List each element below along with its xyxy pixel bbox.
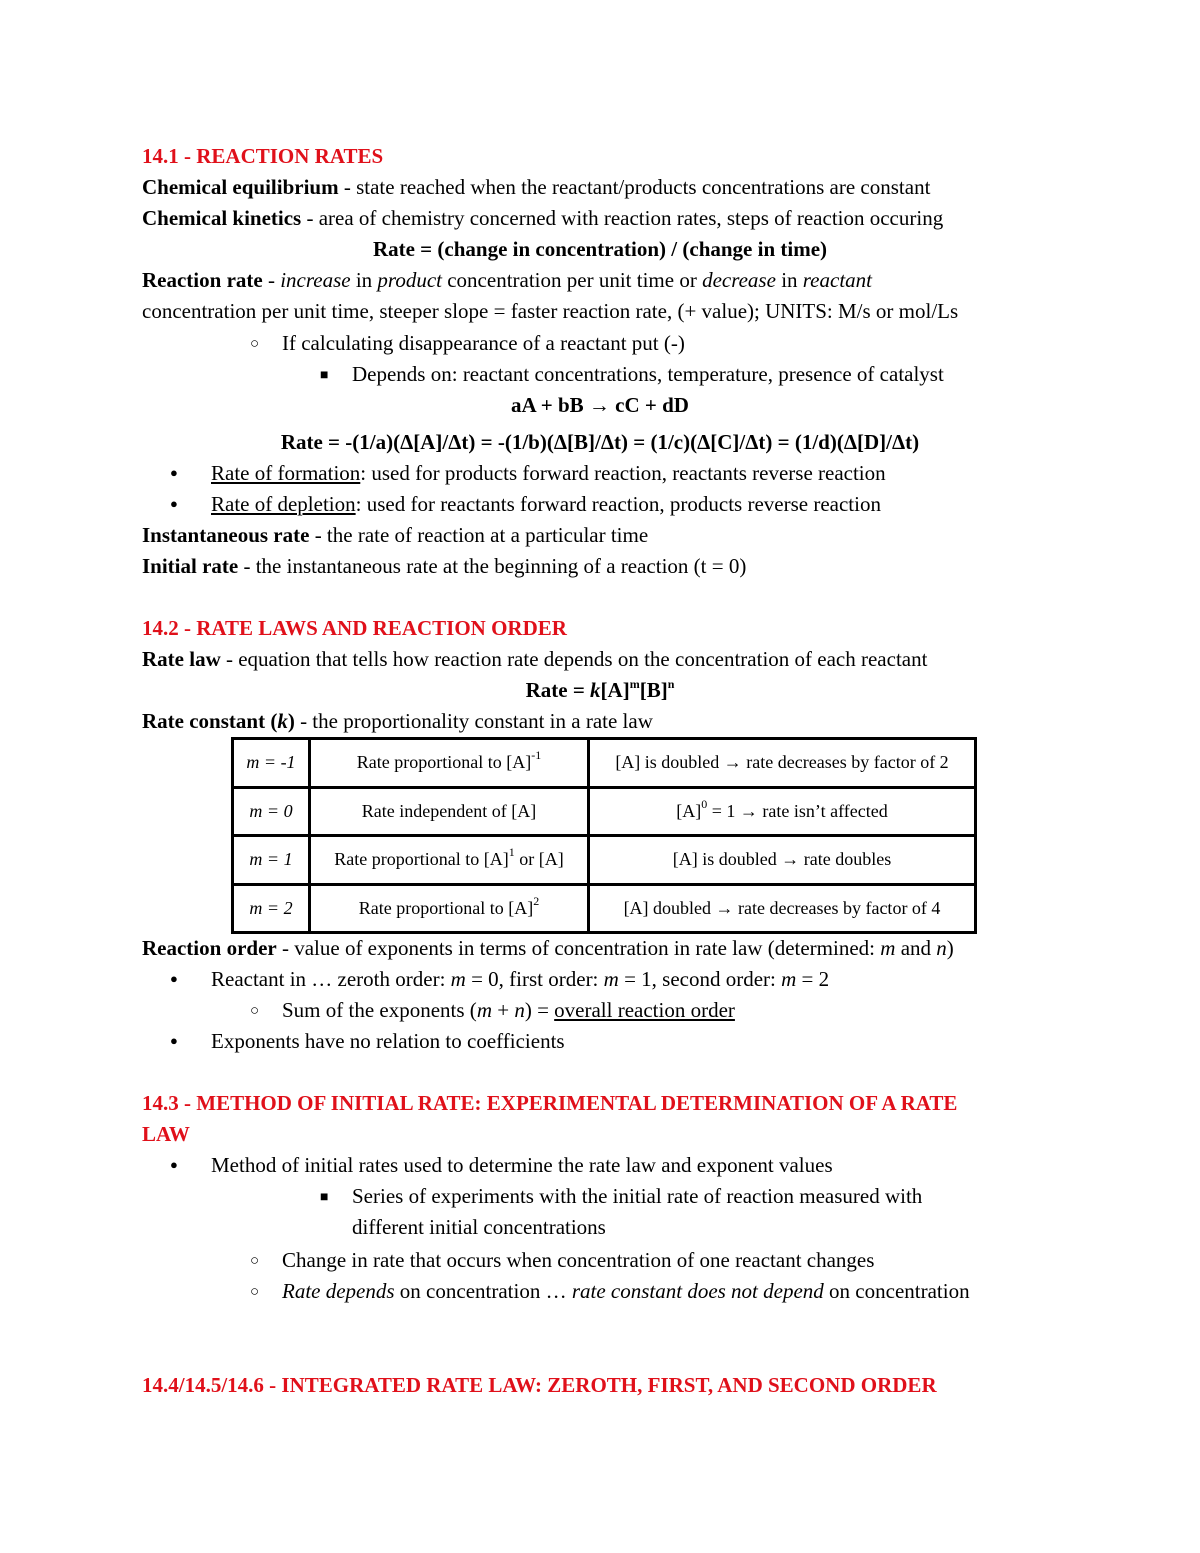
exponents-note: Exponents have no relation to coefficients bbox=[211, 1029, 565, 1053]
definition-rate-law: Rate law - equation that tells how reaction rate depends on the concentration of each reactant bbox=[142, 647, 928, 671]
proportionality-cell: Rate independent of [A] bbox=[310, 787, 589, 836]
definition-rate-constant: Rate constant (k) - the proportionality constant in a rate law bbox=[142, 709, 653, 733]
dot-bullet-icon bbox=[170, 490, 178, 518]
section-heading-14-1: 14.1 - REACTION RATES bbox=[142, 144, 384, 168]
dot-bullet-icon bbox=[170, 1151, 178, 1179]
dot-bullet-icon bbox=[170, 965, 178, 993]
square-bullet-icon bbox=[320, 1182, 328, 1212]
table-row bbox=[233, 787, 976, 836]
rate-depends-note: Rate depends on concentration … rate constant does not depend on concentration bbox=[282, 1279, 970, 1303]
definition-reaction-rate: Reaction rate - increase in product concentration per unit time or decrease in reactant bbox=[142, 268, 872, 292]
dot-bullet-icon bbox=[170, 459, 178, 487]
circle-bullet-icon bbox=[250, 329, 259, 358]
definition-chemical-equilibrium: Chemical equilibrium - state reached when the reactant/products concentrations are constant bbox=[142, 175, 931, 199]
rate-of-depletion: Rate of depletion: used for reactants forward reaction, products reverse reaction bbox=[211, 492, 881, 516]
effect-cell: [A] doubled → rate decreases by factor of 4 bbox=[589, 884, 976, 933]
effect-cell: [A] is doubled → rate decreases by factor of 2 bbox=[589, 739, 976, 788]
table-row bbox=[233, 884, 976, 933]
reaction-rate-continued: concentration per unit time, steeper slope = faster reaction rate, (+ value); UNITS: M/s or mol/Ls bbox=[142, 299, 959, 323]
dot-bullet-icon bbox=[170, 1027, 178, 1055]
note-depends-on: Depends on: reactant concentrations, temperature, presence of catalyst bbox=[352, 362, 944, 386]
note-disappearance: If calculating disappearance of a reactant put (-) bbox=[282, 331, 685, 355]
definition-initial-rate: Initial rate - the instantaneous rate at the beginning of a reaction (t = 0) bbox=[142, 554, 747, 578]
sum-of-exponents: Sum of the exponents (m + n) = overall reaction order bbox=[282, 998, 735, 1022]
table-row bbox=[233, 836, 976, 885]
proportionality-cell: Rate proportional to $[A]^2$ bbox=[310, 884, 589, 933]
effect-cell: $[A]^0 = 1$ → rate isn’t affected bbox=[589, 787, 976, 836]
effect-cell: [A] is doubled → rate doubles bbox=[589, 836, 976, 885]
section-heading-14-3-cont: LAW bbox=[142, 1122, 190, 1146]
section-heading-14-3: 14.3 - METHOD OF INITIAL RATE: EXPERIMENTAL DETERMINATION OF A RATE bbox=[142, 1091, 958, 1115]
rate-expression: Rate = -(1/a)(Δ[A]/Δt) = -(1/b)(Δ[B]/Δt) = (1/c)(Δ[C]/Δt) = (1/d)(Δ[D]/Δt) bbox=[280, 430, 920, 454]
definition-instantaneous-rate: Instantaneous rate - the rate of reaction at a particular time bbox=[142, 523, 649, 547]
circle-bullet-icon bbox=[250, 1277, 259, 1306]
series-of-experiments-cont: different initial concentrations bbox=[352, 1215, 606, 1239]
square-bullet-icon bbox=[320, 360, 328, 390]
proportionality-cell: Rate proportional to $[A]^{-1}$ bbox=[310, 739, 589, 788]
reaction-order-table bbox=[231, 737, 977, 934]
rate-formula: Rate = (change in concentration) / (change in time) bbox=[372, 237, 828, 261]
change-in-rate: Change in rate that occurs when concentration of one reactant changes bbox=[282, 1248, 875, 1272]
method-initial-rates: Method of initial rates used to determine the rate law and exponent values bbox=[211, 1153, 833, 1177]
proportionality-cell: Rate proportional to $[A]^1$ or [A] bbox=[310, 836, 589, 885]
circle-bullet-icon bbox=[250, 1246, 259, 1275]
order-cell: m = 0 bbox=[233, 787, 310, 836]
table-row bbox=[233, 739, 976, 788]
order-cell: m = 1 bbox=[233, 836, 310, 885]
rate-law-formula: Rate = $k[A]^m[B]^n$ bbox=[525, 677, 675, 702]
order-values: Reactant in … zeroth order: m = 0, first order: m = 1, second order: m = 2 bbox=[211, 967, 830, 991]
order-cell: m = -1 bbox=[233, 739, 310, 788]
rate-of-formation: Rate of formation: used for products forward reaction, reactants reverse reaction bbox=[211, 461, 886, 485]
definition-reaction-order: Reaction order - value of exponents in terms of concentration in rate law (determined: m and n) bbox=[142, 936, 954, 960]
order-cell: m = 2 bbox=[233, 884, 310, 933]
section-heading-14-4: 14.4/14.5/14.6 - INTEGRATED RATE LAW: ZEROTH, FIRST, AND SECOND ORDER bbox=[142, 1373, 937, 1397]
circle-bullet-icon bbox=[250, 996, 259, 1025]
series-of-experiments: Series of experiments with the initial rate of reaction measured with bbox=[352, 1184, 923, 1208]
definition-chemical-kinetics: Chemical kinetics - area of chemistry concerned with reaction rates, steps of reaction occuring bbox=[142, 206, 944, 230]
section-heading-14-2: 14.2 - RATE LAWS AND REACTION ORDER bbox=[142, 616, 567, 640]
general-equation: aA + bB → cC + dD bbox=[511, 393, 689, 417]
